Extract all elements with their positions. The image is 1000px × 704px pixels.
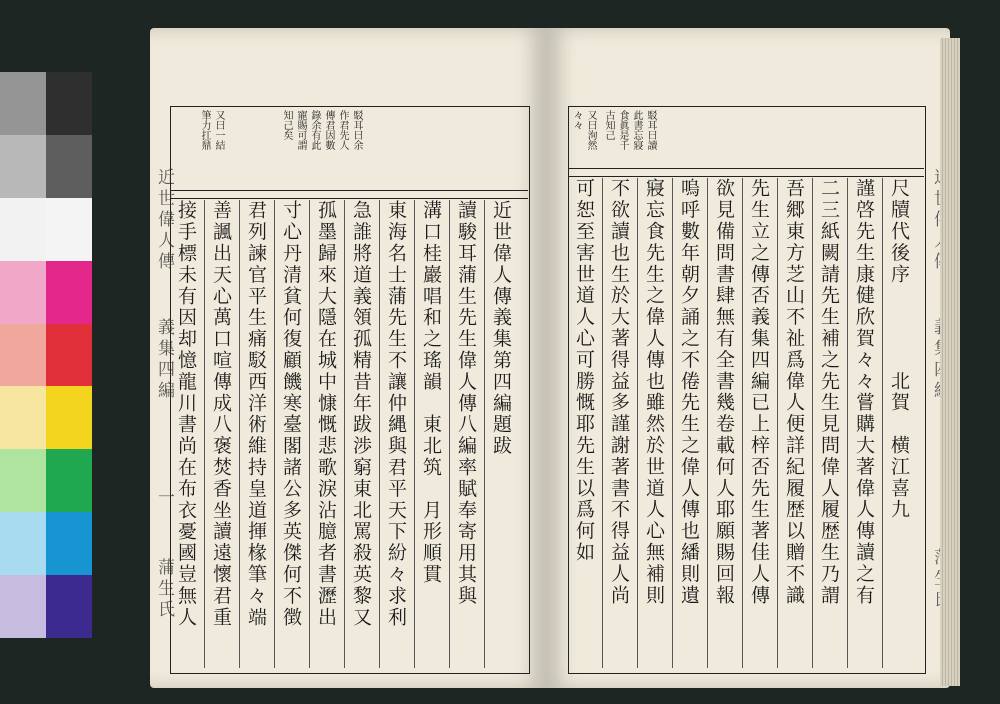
right-note: 古知己 (603, 110, 614, 140)
text-column: 嗚呼數年朝夕誦之不倦先生之偉人傳也繙則遺 (678, 178, 700, 606)
color-swatch (0, 575, 46, 638)
left-header-rule (170, 190, 528, 191)
color-swatch (0, 198, 46, 261)
color-swatch (46, 261, 92, 324)
color-swatch (0, 72, 46, 135)
column-rule (309, 200, 310, 668)
column-rule (882, 178, 883, 668)
text-column: 近世偉人傳義集第四編題跋 (490, 200, 512, 457)
text-column: 二三紙闕請先生補之先生見問偉人履歴生乃謂 (818, 178, 840, 606)
column-rule (847, 178, 848, 668)
text-column: 尺牘代後序 北賀 横江喜九 (888, 178, 910, 521)
color-swatch (0, 386, 46, 449)
left-note: 錄余有此 (309, 110, 320, 150)
color-swatch (46, 324, 92, 387)
text-column: 善諷出天心萬口喧傳成八褒焚香坐讀遠懷君重 (210, 200, 232, 628)
column-rule (812, 178, 813, 668)
left-margin-volume: 義集四編 (154, 318, 174, 402)
column-rule (414, 200, 415, 668)
left-margin-author: 蒲生氏 (154, 558, 174, 621)
open-book (150, 28, 950, 688)
color-swatch (0, 512, 46, 575)
text-column: 寢忘食先生之偉人傳也雖然於世道人心無補則 (643, 178, 665, 606)
column-rule (239, 200, 240, 668)
column-rule (602, 178, 603, 668)
left-page (150, 28, 546, 688)
left-note: 作君先人 (337, 110, 348, 150)
column-rule (344, 200, 345, 668)
right-header-rule (568, 168, 924, 169)
column-rule (672, 178, 673, 668)
column-rule (637, 178, 638, 668)
color-swatch (46, 198, 92, 261)
left-note: 駁耳曰余 (351, 110, 362, 150)
column-rule (379, 200, 380, 668)
text-column: 不欲讀也生於大著得益多謹謝著書不得益人尚 (608, 178, 630, 606)
right-note: 此書忘寢 (631, 110, 642, 150)
text-column: 寸心丹清貧何復顧饑寒臺閣諸公多英傑何不徴 (280, 200, 302, 628)
text-column: 謹啓先生康健欣賀々々嘗購大著偉人傳讀之有 (853, 178, 875, 606)
column-rule (274, 200, 275, 668)
color-swatch (46, 135, 92, 198)
text-column: 欲見備問書肆無有全書幾卷載何人耶願賜回報 (713, 178, 735, 606)
color-swatch (46, 512, 92, 575)
page-edges (940, 38, 960, 686)
right-note: 食眞是千 (617, 110, 628, 150)
left-note: 寵賜可謂 (295, 110, 306, 150)
text-column: 溝口桂巖唱和之瑤韻 東北筑 月形順貫 (420, 200, 442, 586)
right-header-rule-2 (568, 176, 924, 177)
left-header-rule-2 (170, 198, 528, 199)
text-column: 先生立之傳否義集四編已上梓否先生著佳人傳 (748, 178, 770, 606)
color-swatch (0, 261, 46, 324)
text-column: 急誰將道義領孤精昔年跋渉窮東北罵殺英黎又 (350, 200, 372, 628)
text-column: 孤墨歸來大隱在城中慷慨悲歌淚沾臆者書瀝出 (315, 200, 337, 628)
color-swatch (46, 575, 92, 638)
left-note: 筆力扛鼎 (199, 110, 210, 150)
color-calibration-strip (0, 72, 92, 638)
right-page (546, 28, 950, 688)
left-margin-folio: 一 (154, 488, 174, 509)
text-column: 東海名士蒲先生不讓仲縄與君平天下紛々求利 (385, 200, 407, 628)
column-rule (707, 178, 708, 668)
text-column: 讀駿耳蒲生先生偉人傳八編率賦奉寄用其與 (455, 200, 477, 607)
text-column: 君列諫官平生痛駁西洋術維持皇道揮椽筆々端 (245, 200, 267, 628)
column-rule (484, 200, 485, 668)
column-rule (449, 200, 450, 668)
right-note: 又曰洵然 (585, 110, 596, 150)
left-note: 又曰一結 (213, 110, 224, 150)
left-margin-title: 近世偉人傳 (154, 168, 174, 273)
right-note: 駁耳曰讀 (645, 110, 656, 150)
color-swatch (46, 449, 92, 512)
text-column: 吾郷東方芝山不祉爲偉人便詳紀履歴以贈不識 (783, 178, 805, 606)
color-swatch (0, 324, 46, 387)
text-column: 接手標未有因却憶龍川書尚在布衣憂國豈無人 (175, 200, 197, 628)
left-note: 知己矣 (281, 110, 292, 140)
left-note: 傳君因數 (323, 110, 334, 150)
column-rule (742, 178, 743, 668)
text-column: 可恕至害世道人心可勝慨耶先生以爲何如 (573, 178, 595, 564)
color-swatch (46, 386, 92, 449)
color-swatch (0, 135, 46, 198)
column-rule (204, 200, 205, 668)
right-note: 々々 (571, 110, 582, 130)
color-swatch (0, 449, 46, 512)
column-rule (777, 178, 778, 668)
color-swatch (46, 72, 92, 135)
